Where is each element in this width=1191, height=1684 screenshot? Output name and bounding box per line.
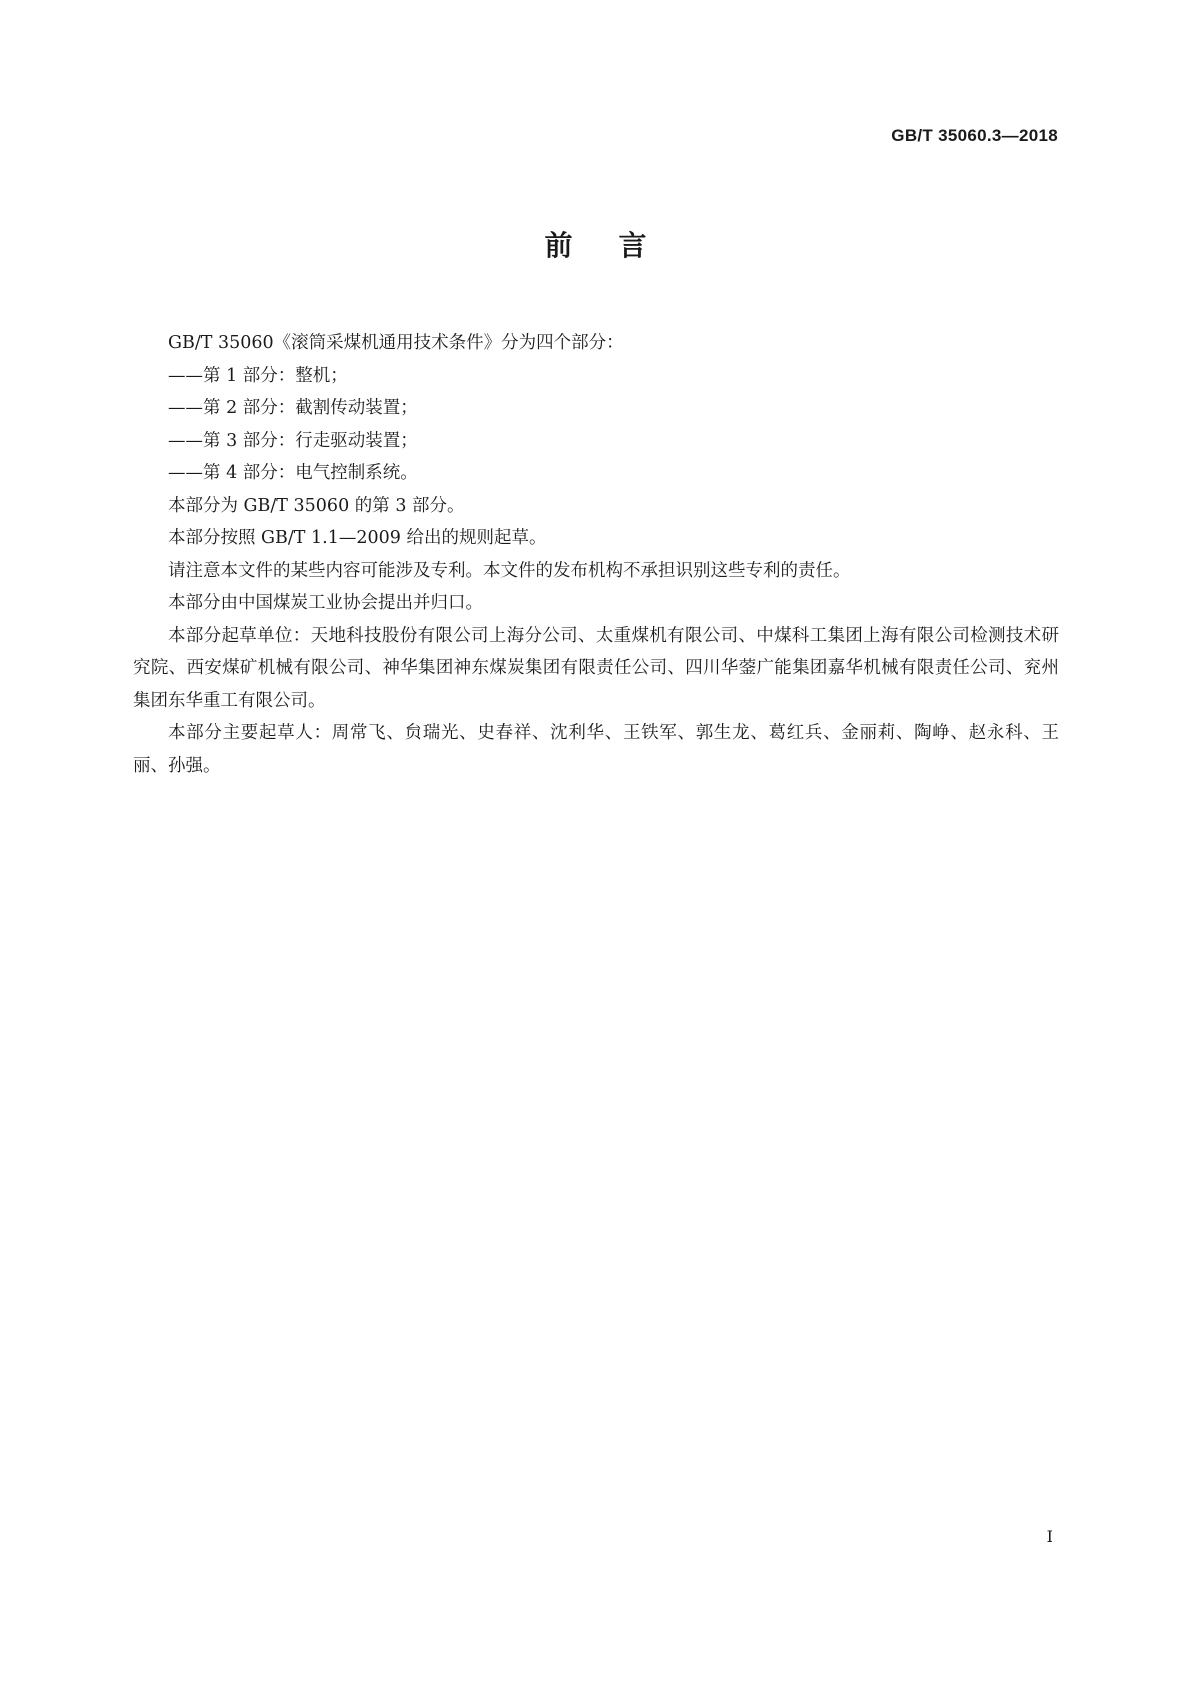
list-item-part-1: ——第 1 部分：整机； [168, 365, 348, 386]
paragraph-drafting-rules: 本部分按照 GB/T 1.1—2009 给出的规则起草。 [168, 528, 547, 548]
standard-code: GB/T 35060.3—2018 [891, 126, 1058, 145]
page-number: I [1046, 1527, 1053, 1546]
list-item-part-4: ——第 4 部分：电气控制系统。 [168, 463, 418, 483]
paragraph-intro: GB/T 35060《滚筒采煤机通用技术条件》分为四个部分： [168, 333, 624, 353]
list-item-part-2: ——第 2 部分：截割传动装置； [168, 398, 418, 418]
page-title: 前言 [544, 229, 693, 262]
list-item-part-3: ——第 3 部分：行走驱动装置； [168, 430, 418, 451]
foreword-body [133, 327, 1059, 782]
paragraph-patent-notice: 请注意本文件的某些内容可能涉及专利。本文件的发布机构不承担识别这些专利的责任。 [168, 560, 851, 581]
paragraph-drafting-units: 本部分起草单位：天地科技股份有限公司上海分公司、太重煤机有限公司、中煤科工集团上海有限公司检测技术研究院、西安煤矿机械有限公司、神华集团神东煤炭集团有限责任公司、四川华蓥广能集团嘉华机械有限责任公司、兖州集团东华重工有限公司。 [133, 625, 1059, 711]
paragraph-drafters: 本部分主要起草人：周常飞、贠瑞光、史春祥、沈利华、王铁军、郭生龙、葛红兵、金丽莉、陶峥、赵永科、王丽、孙强。 [133, 723, 1059, 776]
paragraph-part-statement: 本部分为 GB/T 35060 的第 3 部分。 [168, 495, 465, 516]
paragraph-proposer: 本部分由中国煤炭工业协会提出并归口。 [168, 593, 483, 613]
